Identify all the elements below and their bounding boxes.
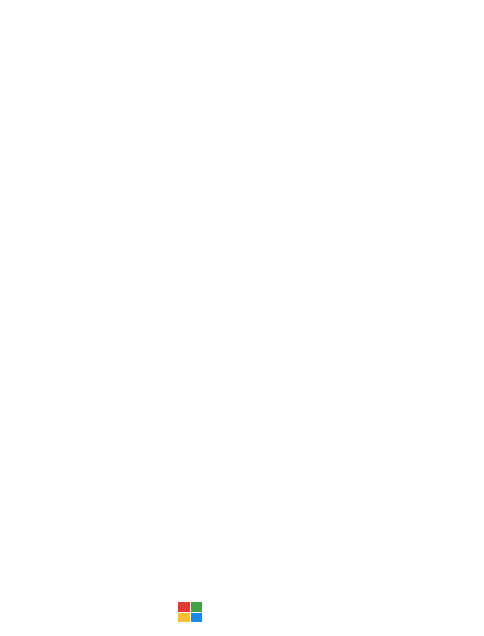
border-top	[6, 2, 478, 22]
worksheet-content	[58, 54, 438, 108]
border-left	[2, 14, 18, 614]
border-bottom	[6, 596, 478, 616]
border-right	[464, 14, 480, 614]
liveworksheets-footer[interactable]	[176, 600, 212, 624]
liveworksheets-logo-icon	[178, 602, 202, 622]
